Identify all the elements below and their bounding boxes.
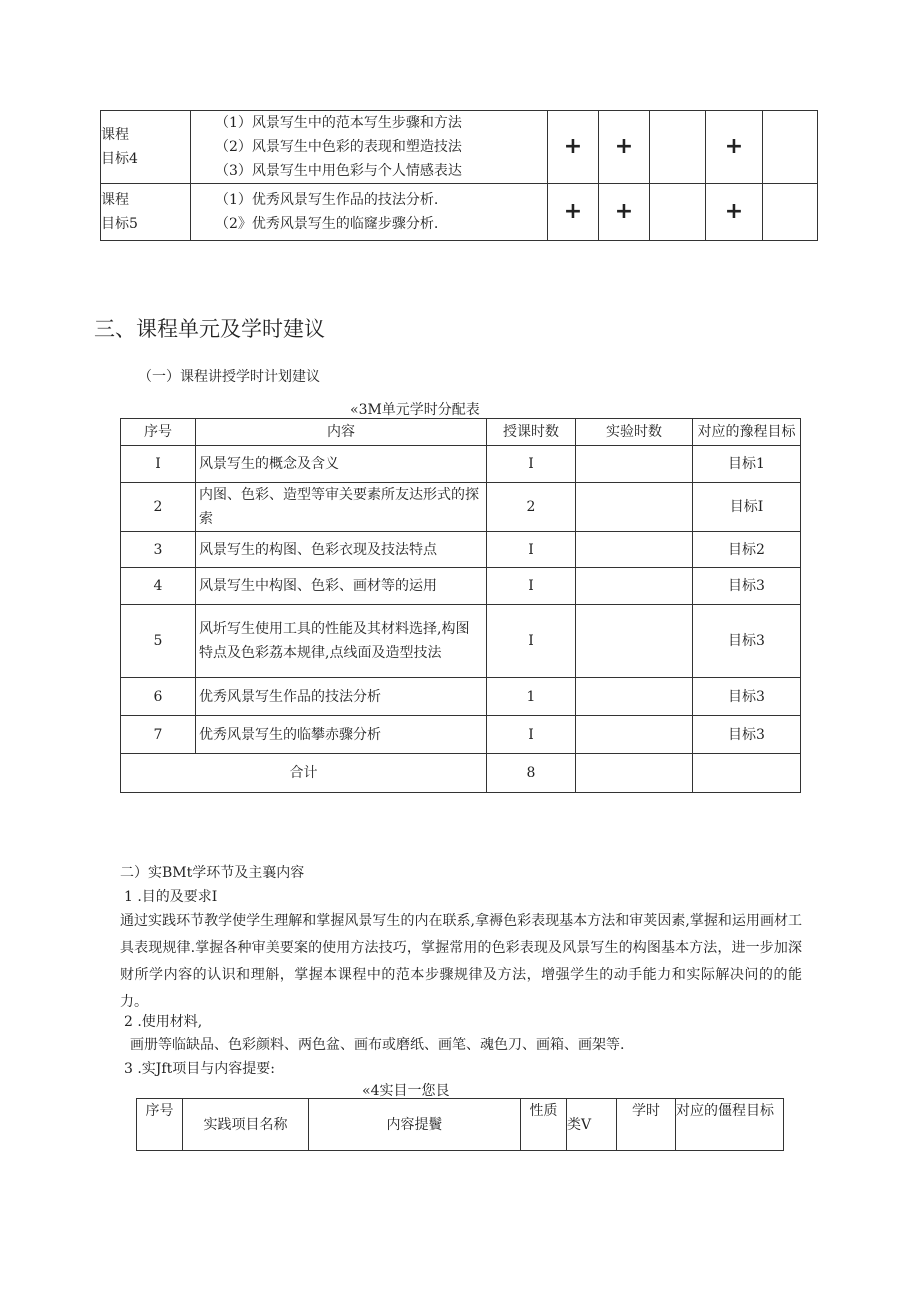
- mark-cell: +: [599, 184, 650, 241]
- header-row: [121, 419, 801, 446]
- table-row: [121, 532, 801, 568]
- table-row: [121, 568, 801, 605]
- row-content: 优秀风景写生的临攀赤骤分析: [196, 716, 487, 754]
- objective-item: （1）优秀风景写生作品的技法分析.: [215, 192, 439, 208]
- row-content: 内图、色彩、造型等审关要素所友达形式的探索: [196, 483, 487, 532]
- lab-hours: [576, 605, 693, 678]
- row-content: 风景写生的构图、色彩衣现及技法特点: [196, 532, 487, 568]
- total-label: 合计: [121, 754, 487, 793]
- header-cell: 内容: [196, 419, 487, 446]
- table-row: [121, 716, 801, 754]
- lab-hours: [576, 568, 693, 605]
- subsection-title: （一）课程讲授学时计划建议: [138, 369, 320, 385]
- lab-hours: [576, 446, 693, 483]
- header-cell: 授课时数: [487, 419, 576, 446]
- objective-item: （2）风景写生中色彩的表现和塑造技法: [215, 139, 462, 155]
- header-cell: 内容提鬢: [309, 1099, 521, 1151]
- header-cell: 序号: [121, 419, 196, 446]
- header-cell: 性质: [521, 1099, 567, 1151]
- mark-cell: [650, 184, 706, 241]
- mark-cell: [650, 111, 706, 184]
- objective-item: （3）风景写生中用色彩与个人情感表达: [215, 163, 462, 179]
- item-heading: 2 .使用材料,: [124, 1014, 203, 1030]
- row-number: 2: [121, 483, 196, 532]
- row-number: 5: [121, 605, 196, 678]
- lecture-hours: I: [487, 568, 576, 605]
- objective-label: 课程 目标4: [101, 111, 191, 184]
- mark-cell: +: [706, 111, 763, 184]
- table-row: [121, 605, 801, 678]
- header-row: [137, 1099, 784, 1151]
- row-number: 7: [121, 716, 196, 754]
- row-objective: 目标3: [693, 605, 801, 678]
- objective-label: 课程 目标5: [101, 184, 191, 241]
- row-content: 优秀风景写生作品的技法分析: [196, 678, 487, 716]
- item-heading: 3 .实Jft项目与内容提要:: [124, 1061, 275, 1077]
- table-row: [101, 111, 818, 184]
- mark-cell: [763, 184, 818, 241]
- section-title: 三、课程单元及学时建议: [94, 317, 325, 341]
- objective-item: （2》优秀风景写生的临窿步骤分析.: [215, 216, 439, 232]
- table-caption: «3M单元学时分配表: [350, 402, 480, 418]
- total-hours: 8: [487, 754, 576, 793]
- row-objective: 目标2: [693, 532, 801, 568]
- lecture-hours: 2: [487, 483, 576, 532]
- item-heading: 1 .目的及要求I: [124, 889, 218, 905]
- mark-cell: [763, 111, 818, 184]
- total-row: [121, 754, 801, 793]
- row-number: 6: [121, 678, 196, 716]
- header-cell: 学时: [617, 1099, 676, 1151]
- table-row: [121, 678, 801, 716]
- lab-hours: [576, 532, 693, 568]
- row-objective: 目标3: [693, 568, 801, 605]
- row-objective: 目标3: [693, 716, 801, 754]
- lab-hours: [576, 716, 693, 754]
- row-content: 风景写生的概念及含义: [196, 446, 487, 483]
- row-number: 4: [121, 568, 196, 605]
- mark-cell: +: [548, 184, 599, 241]
- table-row: [101, 184, 818, 241]
- table-caption: «4实目一您艮: [362, 1083, 450, 1099]
- row-objective: 目标1: [693, 446, 801, 483]
- lecture-hours: I: [487, 605, 576, 678]
- objective-item: （1）风景写生中的范本写生步骤和方法: [215, 115, 462, 131]
- lab-hours: [576, 678, 693, 716]
- subsection-title: 二）实BMt学环节及主襄内容: [120, 865, 305, 881]
- header-cell: 实践项目名称: [183, 1099, 309, 1151]
- lecture-hours: I: [487, 716, 576, 754]
- materials-text: 画册等临缺品、色彩颜料、两色盆、画布或磨纸、画笔、魂色刀、画箱、画架等.: [130, 1037, 625, 1053]
- header-cell: 类V: [567, 1099, 617, 1151]
- lecture-hours: I: [487, 532, 576, 568]
- row-objective: 目标I: [693, 483, 801, 532]
- objectives-table: [100, 110, 818, 241]
- header-cell: 实验时数: [576, 419, 693, 446]
- row-content: 风圻写生使用工具的性能及其材料选择,构图特点及色彩荔本规律,点线面及造型技法: [196, 605, 487, 678]
- table-row: [121, 483, 801, 532]
- mark-cell: +: [706, 184, 763, 241]
- row-objective: 目标3: [693, 678, 801, 716]
- hours-table: [120, 418, 801, 793]
- paragraph: 通过实践环节教学使学生理解和掌握风景写生的内在联系,拿褥色彩表现基本方法和审荚因素,掌握和运用画材工具表现规律.掌握各种审美要案的使用方法技巧，掌握常用的色彩表现及风景写生的构图基本方法，进一步加深财所学内容的认识和理斛，掌握本课程中的范本步骤规律及方法，增强学生的动手能力和实际解决问的的能力。: [120, 913, 802, 1010]
- practice-table: [136, 1098, 784, 1151]
- header-cell: 对应的豫程目标: [693, 419, 801, 446]
- header-cell: 序号: [137, 1099, 183, 1151]
- mark-cell: +: [548, 111, 599, 184]
- header-cell: 对应的僵程目标: [676, 1099, 784, 1151]
- lab-hours: [576, 483, 693, 532]
- row-content: 风景写生中构图、色彩、画材等的运用: [196, 568, 487, 605]
- table-row: [121, 446, 801, 483]
- row-number: 3: [121, 532, 196, 568]
- lecture-hours: 1: [487, 678, 576, 716]
- mark-cell: +: [599, 111, 650, 184]
- lecture-hours: I: [487, 446, 576, 483]
- row-number: I: [121, 446, 196, 483]
